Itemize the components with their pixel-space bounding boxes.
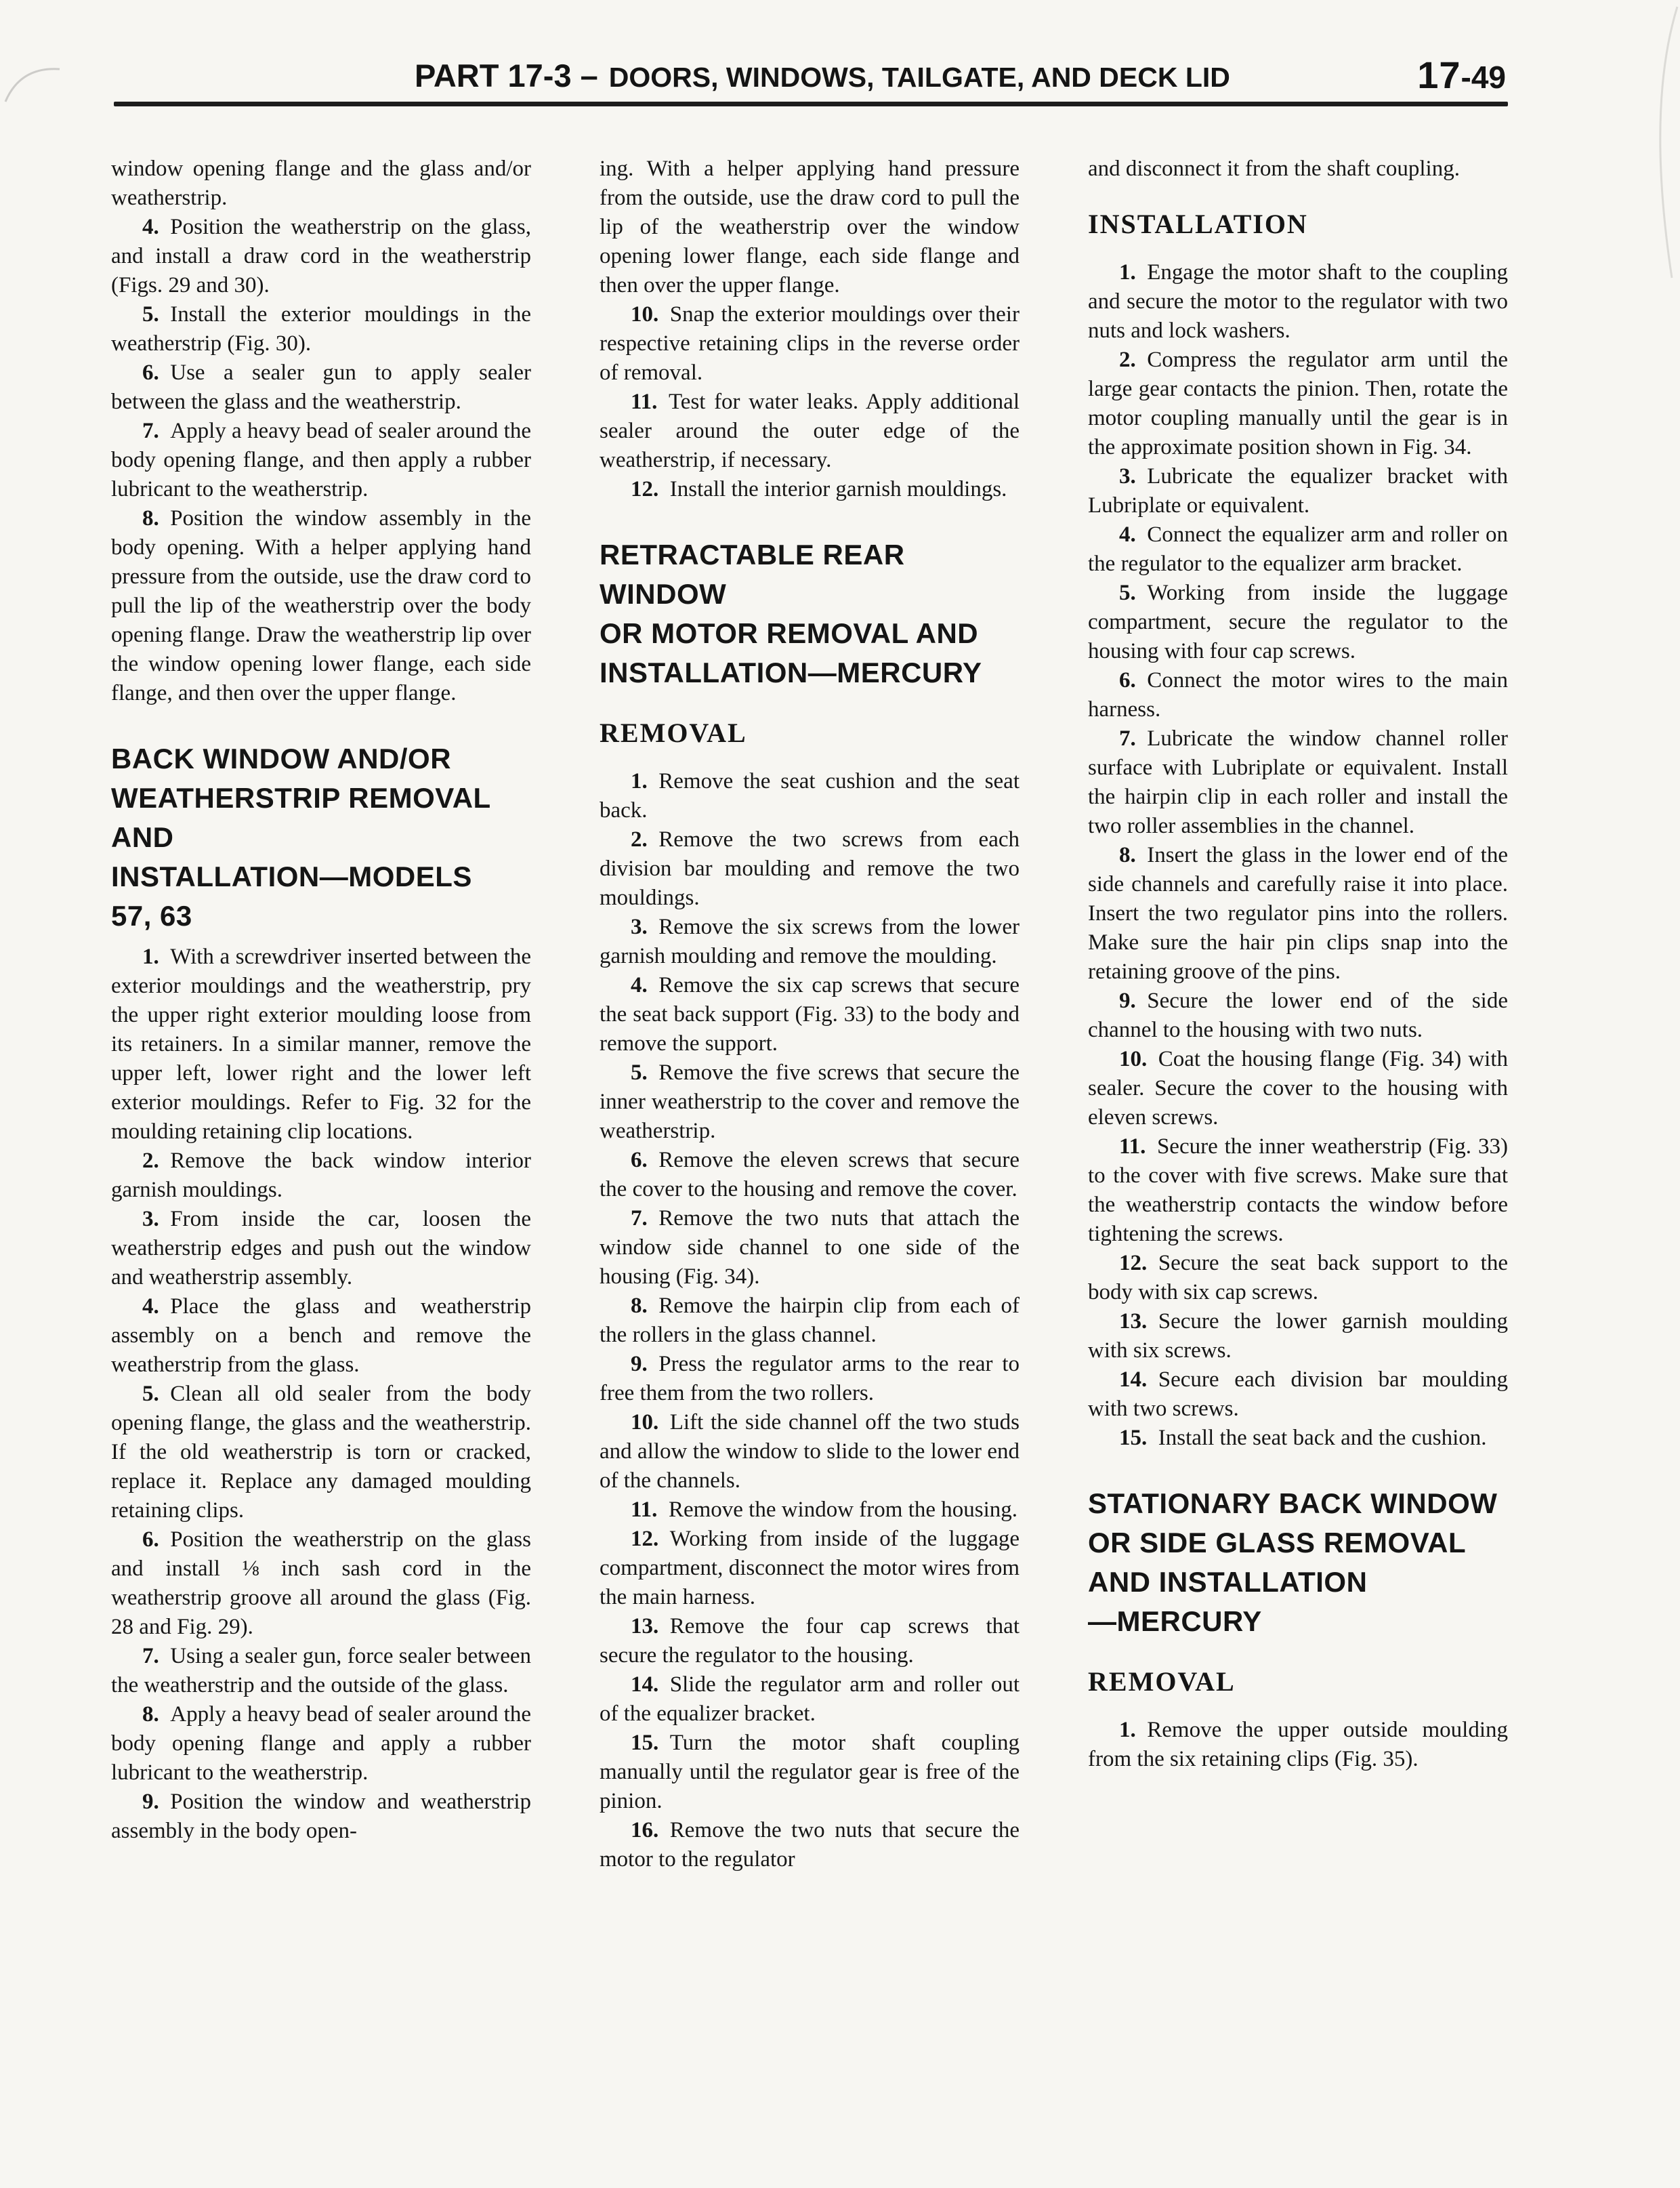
column-center bbox=[600, 154, 1020, 1874]
paragraph: 6. Use a sealer gun to apply sealer between the glass and the weatherstrip. bbox=[111, 360, 531, 414]
paragraph: 9. Press the regulator arms to the rear to free them from the two rollers. bbox=[600, 1352, 1020, 1405]
step-number: 15. bbox=[631, 1731, 659, 1755]
scan-artifact-top-left bbox=[0, 27, 95, 108]
step-number: 13. bbox=[631, 1614, 659, 1638]
step-number: 1. bbox=[142, 945, 159, 969]
step-number: 9. bbox=[1119, 989, 1136, 1013]
step-number: 15. bbox=[1119, 1426, 1148, 1450]
step-number: 5. bbox=[1119, 581, 1136, 605]
step-number: 6. bbox=[142, 1527, 159, 1552]
paragraph: 11. Secure the inner weatherstrip (Fig. 33) to the cover with five screws. Make sure that the weatherstrip contacts the window before tightening the screws. bbox=[1088, 1134, 1508, 1246]
step-number: 6. bbox=[1119, 668, 1136, 693]
paragraph: 4. Position the weatherstrip on the glass, and install a draw cord in the weatherstrip (Figs. 29 and 30). bbox=[111, 215, 531, 297]
step-number: 6. bbox=[631, 1148, 648, 1172]
page-number-minor: -49 bbox=[1461, 60, 1506, 95]
paragraph: 7. Using a sealer gun, force sealer between the weatherstrip and the outside of the glass. bbox=[111, 1644, 531, 1697]
paragraph: 8. Remove the hairpin clip from each of the rollers in the glass channel. bbox=[600, 1294, 1020, 1347]
paragraph: 13. Remove the four cap screws that secure the regulator to the housing. bbox=[600, 1614, 1020, 1668]
paragraph: 12. Install the interior garnish mouldings. bbox=[631, 477, 1007, 501]
subsection-heading: INSTALLATION bbox=[1088, 209, 1308, 239]
paragraph: 9. Secure the lower end of the side channel to the housing with two nuts. bbox=[1088, 989, 1508, 1042]
step-number: 13. bbox=[1119, 1309, 1148, 1334]
step-number: 7. bbox=[1119, 726, 1136, 751]
step-number: 10. bbox=[631, 302, 659, 327]
step-number: 16. bbox=[631, 1818, 659, 1842]
step-number: 7. bbox=[631, 1206, 648, 1231]
subsection-heading: REMOVAL bbox=[600, 718, 747, 748]
step-number: 5. bbox=[631, 1060, 648, 1085]
step-number: 8. bbox=[142, 506, 159, 531]
step-number: 4. bbox=[631, 973, 648, 997]
step-number: 1. bbox=[1119, 260, 1136, 285]
step-number: 8. bbox=[1119, 843, 1136, 867]
section-heading: STATIONARY BACK WINDOW OR SIDE GLASS REMOVAL AND INSTALLATION —MERCURY bbox=[1088, 1487, 1498, 1637]
column-right bbox=[1088, 154, 1508, 1774]
step-number: 12. bbox=[631, 1527, 659, 1551]
paragraph: 10. Snap the exterior mouldings over their respective retaining clips in the reverse order of removal. bbox=[600, 302, 1020, 385]
step-number: 1. bbox=[631, 769, 648, 793]
paragraph: 4. Remove the six cap screws that secure the seat back support (Fig. 33) to the body and remove the support. bbox=[600, 973, 1020, 1056]
step-number: 12. bbox=[631, 477, 659, 501]
step-number: 2. bbox=[1119, 348, 1136, 372]
paragraph: 1. Engage the motor shaft to the coupling and secure the motor to the regulator with two nuts and lock washers. bbox=[1088, 260, 1508, 343]
paragraph: and disconnect it from the shaft coupling. bbox=[1088, 157, 1460, 181]
step-number: 3. bbox=[631, 915, 648, 939]
step-number: 3. bbox=[1119, 464, 1136, 489]
step-number: 2. bbox=[631, 827, 648, 852]
step-number: 8. bbox=[631, 1294, 648, 1318]
paragraph: 4. Connect the equalizer arm and roller on the regulator to the equalizer arm bracket. bbox=[1088, 522, 1508, 576]
step-number: 11. bbox=[1119, 1134, 1146, 1159]
step-number: 11. bbox=[631, 390, 658, 414]
paragraph: 7. Remove the two nuts that attach the window side channel to one side of the housing (Fig. 34). bbox=[600, 1206, 1020, 1289]
paragraph: 14. Secure each division bar moulding with two screws. bbox=[1088, 1367, 1508, 1421]
paragraph: 6. Remove the eleven screws that secure the cover to the housing and remove the cover. bbox=[600, 1148, 1020, 1201]
paragraph: 8. Position the window assembly in the body opening. With a helper applying hand pressure from the outside, use the draw cord to pull the lip of the weatherstrip over the body opening flange. Draw the weatherstrip lip over the window opening lower flange, each side flange, and then over the upper flange. bbox=[111, 506, 531, 705]
step-number: 4. bbox=[1119, 522, 1136, 547]
paragraph: 3. Lubricate the equalizer bracket with Lubriplate or equivalent. bbox=[1088, 464, 1508, 518]
paragraph: 13. Secure the lower garnish moulding with six screws. bbox=[1088, 1309, 1508, 1363]
paragraph: 3. Remove the six screws from the lower garnish moulding and remove the moulding. bbox=[600, 915, 1020, 968]
paragraph: 3. From inside the car, loosen the weatherstrip edges and push out the window and weatherstrip assembly. bbox=[111, 1207, 531, 1289]
page-number-major: 17 bbox=[1417, 54, 1461, 96]
paragraph: 1. Remove the upper outside moulding from the six retaining clips (Fig. 35). bbox=[1088, 1718, 1508, 1771]
paragraph: 2. Remove the two screws from each division bar moulding and remove the two mouldings. bbox=[600, 827, 1020, 910]
paragraph: 1. Remove the seat cushion and the seat back. bbox=[600, 769, 1020, 823]
paragraph: 11. Remove the window from the housing. bbox=[631, 1498, 1018, 1522]
paragraph: 12. Secure the seat back support to the body with six cap screws. bbox=[1088, 1251, 1508, 1304]
paragraph: 6. Position the weatherstrip on the glass and install ⅛ inch sash cord in the weatherstrip groove all around the glass (Fig. 28 and Fig. 29). bbox=[111, 1527, 531, 1639]
paragraph: 4. Place the glass and weatherstrip assembly on a bench and remove the weatherstrip from the glass. bbox=[111, 1294, 531, 1377]
paragraph: 2. Remove the back window interior garnish mouldings. bbox=[111, 1149, 531, 1202]
step-number: 10. bbox=[631, 1410, 659, 1434]
paragraph: 9. Position the window and weatherstrip assembly in the body open- bbox=[111, 1790, 531, 1843]
paragraph: 11. Test for water leaks. Apply additional sealer around the outer edge of the weatherstrip, if necessary. bbox=[600, 390, 1020, 472]
step-number: 1. bbox=[1119, 1718, 1136, 1742]
step-number: 7. bbox=[142, 419, 159, 443]
paragraph: 2. Compress the regulator arm until the large gear contacts the pinion. Then, rotate the motor coupling manually until the gear is in the approximate position shown in Fig. 34. bbox=[1088, 348, 1508, 459]
paragraph: 5. Remove the five screws that secure the inner weatherstrip to the cover and remove the weatherstrip. bbox=[600, 1060, 1020, 1143]
subsection-heading: REMOVAL bbox=[1088, 1666, 1236, 1697]
paragraph: 10. Lift the side channel off the two studs and allow the window to slide to the lower end of the channels. bbox=[600, 1410, 1020, 1493]
step-number: 7. bbox=[142, 1644, 159, 1668]
paragraph: 1. With a screwdriver inserted between the exterior mouldings and the weatherstrip, pry the upper right exterior moulding loose from its retainers. In a similar manner, remove the upper left, lower right and the lower left exterior mouldings. Refer to Fig. 32 for the moulding retaining clip locations. bbox=[111, 945, 531, 1144]
paragraph: 5. Clean all old sealer from the body opening flange, the glass and the weatherstrip. If the old weatherstrip is torn or cracked, replace it. Replace any damaged moulding retaining clips. bbox=[111, 1382, 531, 1523]
page-number bbox=[1417, 53, 1506, 97]
paragraph: window opening flange and the glass and/or weatherstrip. bbox=[111, 157, 531, 210]
section-heading: RETRACTABLE REAR WINDOW OR MOTOR REMOVAL AND INSTALLATION—MERCURY bbox=[600, 539, 982, 688]
step-number: 2. bbox=[142, 1149, 159, 1173]
step-number: 14. bbox=[631, 1672, 659, 1697]
step-number: 4. bbox=[142, 1294, 159, 1319]
page-header-title bbox=[415, 57, 1230, 94]
step-number: 6. bbox=[142, 360, 159, 385]
paragraph: 5. Working from inside the luggage compartment, secure the regulator to the housing with four cap screws. bbox=[1088, 581, 1508, 663]
step-number: 14. bbox=[1119, 1367, 1148, 1392]
section-title: DOORS, WINDOWS, TAILGATE, AND DECK LID bbox=[608, 62, 1230, 93]
step-number: 9. bbox=[142, 1790, 159, 1814]
section-heading: BACK WINDOW AND/OR WEATHERSTRIP REMOVAL AND INSTALLATION—MODELS 57, 63 bbox=[111, 743, 490, 932]
scan-artifact-top-right bbox=[1619, 0, 1680, 285]
paragraph: 7. Apply a heavy bead of sealer around the body opening flange, and then apply a rubber lubricant to the weatherstrip. bbox=[111, 419, 531, 501]
step-number: 11. bbox=[631, 1498, 658, 1522]
paragraph: 15. Turn the motor shaft coupling manually until the regulator gear is free of the pinion. bbox=[600, 1731, 1020, 1813]
paragraph: ing. With a helper applying hand pressure from the outside, use the draw cord to pull the lip of the weatherstrip over the window opening lower flange, each side flange and then over the upper flange. bbox=[600, 157, 1020, 297]
paragraph: 6. Connect the motor wires to the main harness. bbox=[1088, 668, 1508, 722]
paragraph: 5. Install the exterior mouldings in the weatherstrip (Fig. 30). bbox=[111, 302, 531, 356]
step-number: 10. bbox=[1119, 1047, 1148, 1071]
step-number: 9. bbox=[631, 1352, 648, 1376]
paragraph: 16. Remove the two nuts that secure the motor to the regulator bbox=[600, 1818, 1020, 1872]
step-number: 8. bbox=[142, 1702, 159, 1727]
column-left bbox=[111, 154, 531, 1846]
paragraph: 14. Slide the regulator arm and roller out of the equalizer bracket. bbox=[600, 1672, 1020, 1726]
step-number: 4. bbox=[142, 215, 159, 239]
paragraph: 7. Lubricate the window channel roller surface with Lubriplate or equivalent. Install the hairpin clip in each roller and install the two roller assemblies in the channel. bbox=[1088, 726, 1508, 838]
paragraph: 12. Working from inside of the luggage compartment, disconnect the motor wires from the main harness. bbox=[600, 1527, 1020, 1609]
step-number: 3. bbox=[142, 1207, 159, 1231]
paragraph: 8. Insert the glass in the lower end of the side channels and carefully raise it into place. Insert the two regulator pins into the rollers. Make sure the hair pin clips snap into the retaining groove of the pins. bbox=[1088, 843, 1508, 984]
step-number: 12. bbox=[1119, 1251, 1148, 1275]
paragraph: 10. Coat the housing flange (Fig. 34) with sealer. Secure the cover to the housing with eleven screws. bbox=[1088, 1047, 1508, 1130]
step-number: 5. bbox=[142, 302, 159, 327]
part-label: PART 17-3 – bbox=[415, 58, 598, 94]
paragraph: 15. Install the seat back and the cushion. bbox=[1119, 1426, 1487, 1450]
step-number: 5. bbox=[142, 1382, 159, 1406]
paragraph: 8. Apply a heavy bead of sealer around the body opening flange and apply a rubber lubricant to the weatherstrip. bbox=[111, 1702, 531, 1785]
header-rule bbox=[114, 102, 1508, 106]
